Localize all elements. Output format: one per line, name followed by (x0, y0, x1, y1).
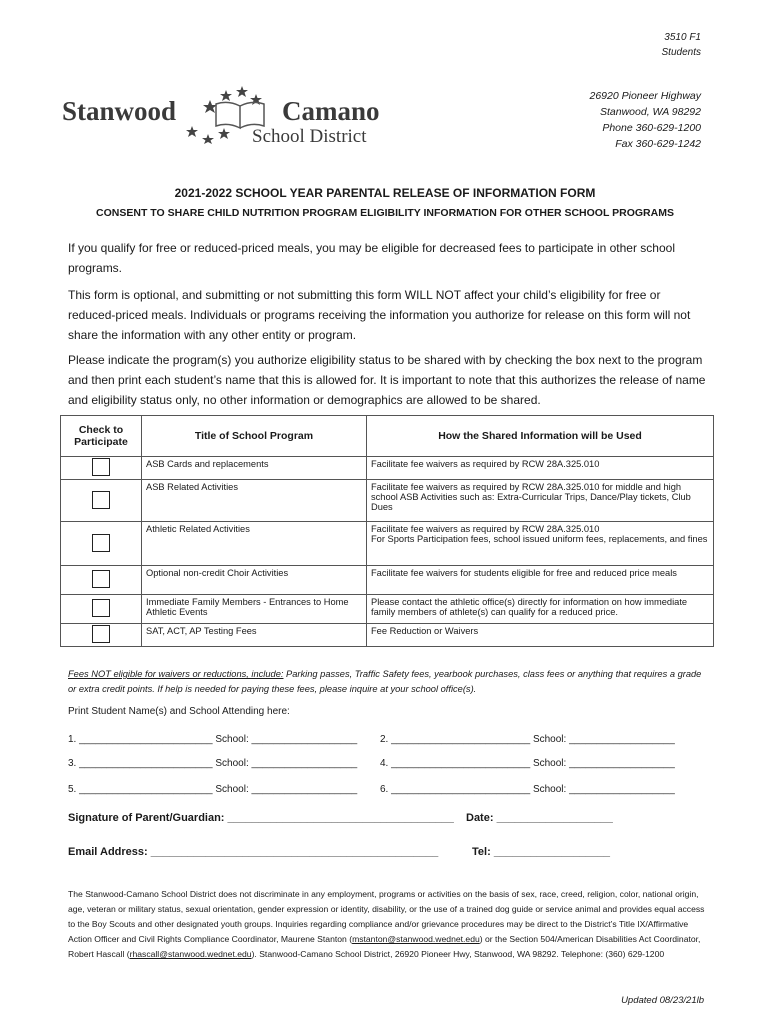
fax: Fax 360-629-1242 (615, 138, 701, 150)
school-field[interactable]: ___________________ (251, 784, 358, 795)
logo-word-stanwood: Stanwood (62, 96, 177, 126)
program-use: Facilitate fee waivers as required by RCW 28A.325.010 For Sports Participation fees, school issued uniform fees, replacements, and fines (367, 522, 714, 566)
col-header-title: Title of School Program (142, 416, 367, 457)
address-line1: 26920 Pioneer Highway (589, 90, 701, 102)
table-row (61, 457, 714, 480)
policy-reference (662, 30, 701, 60)
student-slot-5: 5. ________________________ School: ___________________ (68, 784, 358, 795)
school-field[interactable]: ___________________ (569, 784, 675, 795)
col-header-use: How the Shared Information will be Used (367, 416, 714, 457)
phone: Phone 360-629-1200 (602, 122, 701, 134)
email-link-stanton[interactable]: mstanton@stanwood.wednet.edu (352, 934, 480, 944)
program-use: Facilitate fee waivers as required by RCW 28A.325.010 (367, 457, 714, 480)
program-use: Fee Reduction or Waivers (367, 624, 714, 647)
student-slot-1: 1. ________________________ School: ___________________ (68, 734, 358, 745)
form-subtitle: CONSENT TO SHARE CHILD NUTRITION PROGRAM ELIGIBILITY INFORMATION FOR OTHER SCHOOL PROGRAMS (96, 207, 674, 219)
logo-word-camano: Camano (282, 96, 380, 126)
email-link-hascall[interactable]: rhascall@stanwood.wednet.edu (129, 949, 252, 959)
program-title: Immediate Family Members - Entrances to Home Athletic Events (142, 595, 367, 624)
programs-table (60, 415, 714, 647)
signature-field[interactable]: _____________________________________ (227, 812, 454, 824)
form-title: 2021-2022 SCHOOL YEAR PARENTAL RELEASE OF INFORMATION FORM (174, 186, 596, 200)
table-row (61, 595, 714, 624)
table-row (61, 522, 714, 566)
ineligible-fees-note (68, 667, 708, 697)
school-field[interactable]: ___________________ (251, 758, 358, 769)
col-header-check: Check to Participate (61, 416, 142, 457)
student-names-label: Print Student Name(s) and School Attending here: (68, 706, 290, 717)
tel-field[interactable]: ___________________ (493, 846, 611, 858)
program-title: ASB Cards and replacements (142, 457, 367, 480)
checkbox-choir[interactable] (92, 570, 110, 588)
program-title: Athletic Related Activities (142, 522, 367, 566)
district-logo (62, 82, 407, 152)
student-name-field[interactable]: ________________________ (79, 784, 213, 795)
date-row (466, 812, 613, 824)
nondiscrimination-statement: The Stanwood-Camano School District does not discriminate in any employment, programs or activities on the basis of sex, race, creed, religion, color, national origin, age, veteran or military status, sexual orientation, gender expression or identity, disability, or the use of a trained dog guide or service animal and provides equal access to the Boy Scouts and other designated youth groups. Inquiries regarding compliance and/or grievance procedures may be direct to the District’s Title IX/Affirmative Action Officer and Civil Rights Compliance Coordinator, Maurene Stanton (mstanton@stanwood.wednet.edu) or the Section 504/American Disabilities Act Coordinator, Robert Hascall (rhascall@stanwood.wednet.edu). Stanwood-Camano School District, 26920 Pioneer Hwy, Stanwood, WA 98292. Telephone: (360) 629-1200 (68, 889, 705, 959)
program-title: ASB Related Activities (142, 480, 367, 522)
table-row (61, 624, 714, 647)
policy-category: Students (661, 47, 701, 58)
table-header-row (61, 416, 714, 457)
checkbox-asb-activities[interactable] (92, 491, 110, 509)
program-use: Facilitate fee waivers as required by RCW 28A.325.010 for middle and high school ASB Activities such as: Extra-Curricular Trips, Dance/Play tickets, Club Dues (367, 480, 714, 522)
policy-number: 3510 F1 (664, 32, 701, 43)
tel-label: Tel: (472, 846, 491, 858)
updated-date: Updated 08/23/21lb (621, 995, 704, 1006)
student-name-field[interactable]: _________________________ (391, 758, 531, 769)
checkbox-family-entrances[interactable] (92, 599, 110, 617)
address-line2: Stanwood, WA 98292 (600, 106, 701, 118)
school-field[interactable]: ___________________ (569, 734, 675, 745)
instructions-paragraph: Please indicate the program(s) you authorize eligibility status to be shared with by checking the box next to the program and then print each student’s name that this is allowed for. It is important to note that this authorizes the release of name and eligibility status only, no other information or demographics are allowed to be shared. (68, 353, 706, 407)
checkbox-athletic[interactable] (92, 534, 110, 552)
date-field[interactable]: ___________________ (496, 812, 613, 824)
note-lead: Fees NOT eligible for waivers or reductions, include: (68, 669, 284, 679)
school-field[interactable]: ___________________ (569, 758, 675, 769)
email-field[interactable]: _______________________________________________ (150, 846, 439, 858)
student-name-field[interactable]: _________________________ (391, 734, 531, 745)
program-use: Please contact the athletic office(s) directly for information on how immediate family members of athlete(s) can qualify for a reduced price. (367, 595, 714, 624)
optional-paragraph: This form is optional, and submitting or not submitting this form WILL NOT affect your child’s eligibility for free or reduced-priced meals. Individuals or programs receiving the information you authorize for release on this form will not share the information with any other entity or program. (68, 288, 691, 342)
program-title: Optional non-credit Choir Activities (142, 566, 367, 595)
table-row (61, 480, 714, 522)
student-slot-4: 4. _________________________ School: ___________________ (380, 758, 675, 769)
checkbox-testing-fees[interactable] (92, 625, 110, 643)
signature-label: Signature of Parent/Guardian: (68, 812, 225, 824)
intro-paragraph: If you qualify for free or reduced-priced meals, you may be eligible for decreased fees to participate in other school programs. (68, 241, 675, 275)
tel-row (472, 846, 610, 858)
email-label: Email Address: (68, 846, 148, 858)
logo-word-school-district: School District (252, 126, 367, 147)
school-field[interactable]: ___________________ (251, 734, 358, 745)
checkbox-asb-cards[interactable] (92, 458, 110, 476)
district-address (590, 88, 702, 152)
student-slot-3: 3. ________________________ School: ___________________ (68, 758, 358, 769)
program-use: Facilitate fee waivers for students eligible for free and reduced price meals (367, 566, 714, 595)
student-slot-2: 2. _________________________ School: ___________________ (380, 734, 675, 745)
signature-row (68, 812, 454, 824)
email-row (68, 846, 438, 858)
table-row (61, 566, 714, 595)
student-name-field[interactable]: ________________________ (79, 758, 213, 769)
student-name-field[interactable]: _________________________ (391, 784, 531, 795)
student-name-field[interactable]: ________________________ (79, 734, 213, 745)
program-title: SAT, ACT, AP Testing Fees (142, 624, 367, 647)
student-slot-6: 6. _________________________ School: ___________________ (380, 784, 675, 795)
note-body: Parking passes, Traffic Safety fees, yearbook purchases, class fees or anything that requires a grade or extra credit points. If help is needed for paying these fees, please inquire at your school office(s). (68, 669, 702, 694)
date-label: Date: (466, 812, 494, 824)
